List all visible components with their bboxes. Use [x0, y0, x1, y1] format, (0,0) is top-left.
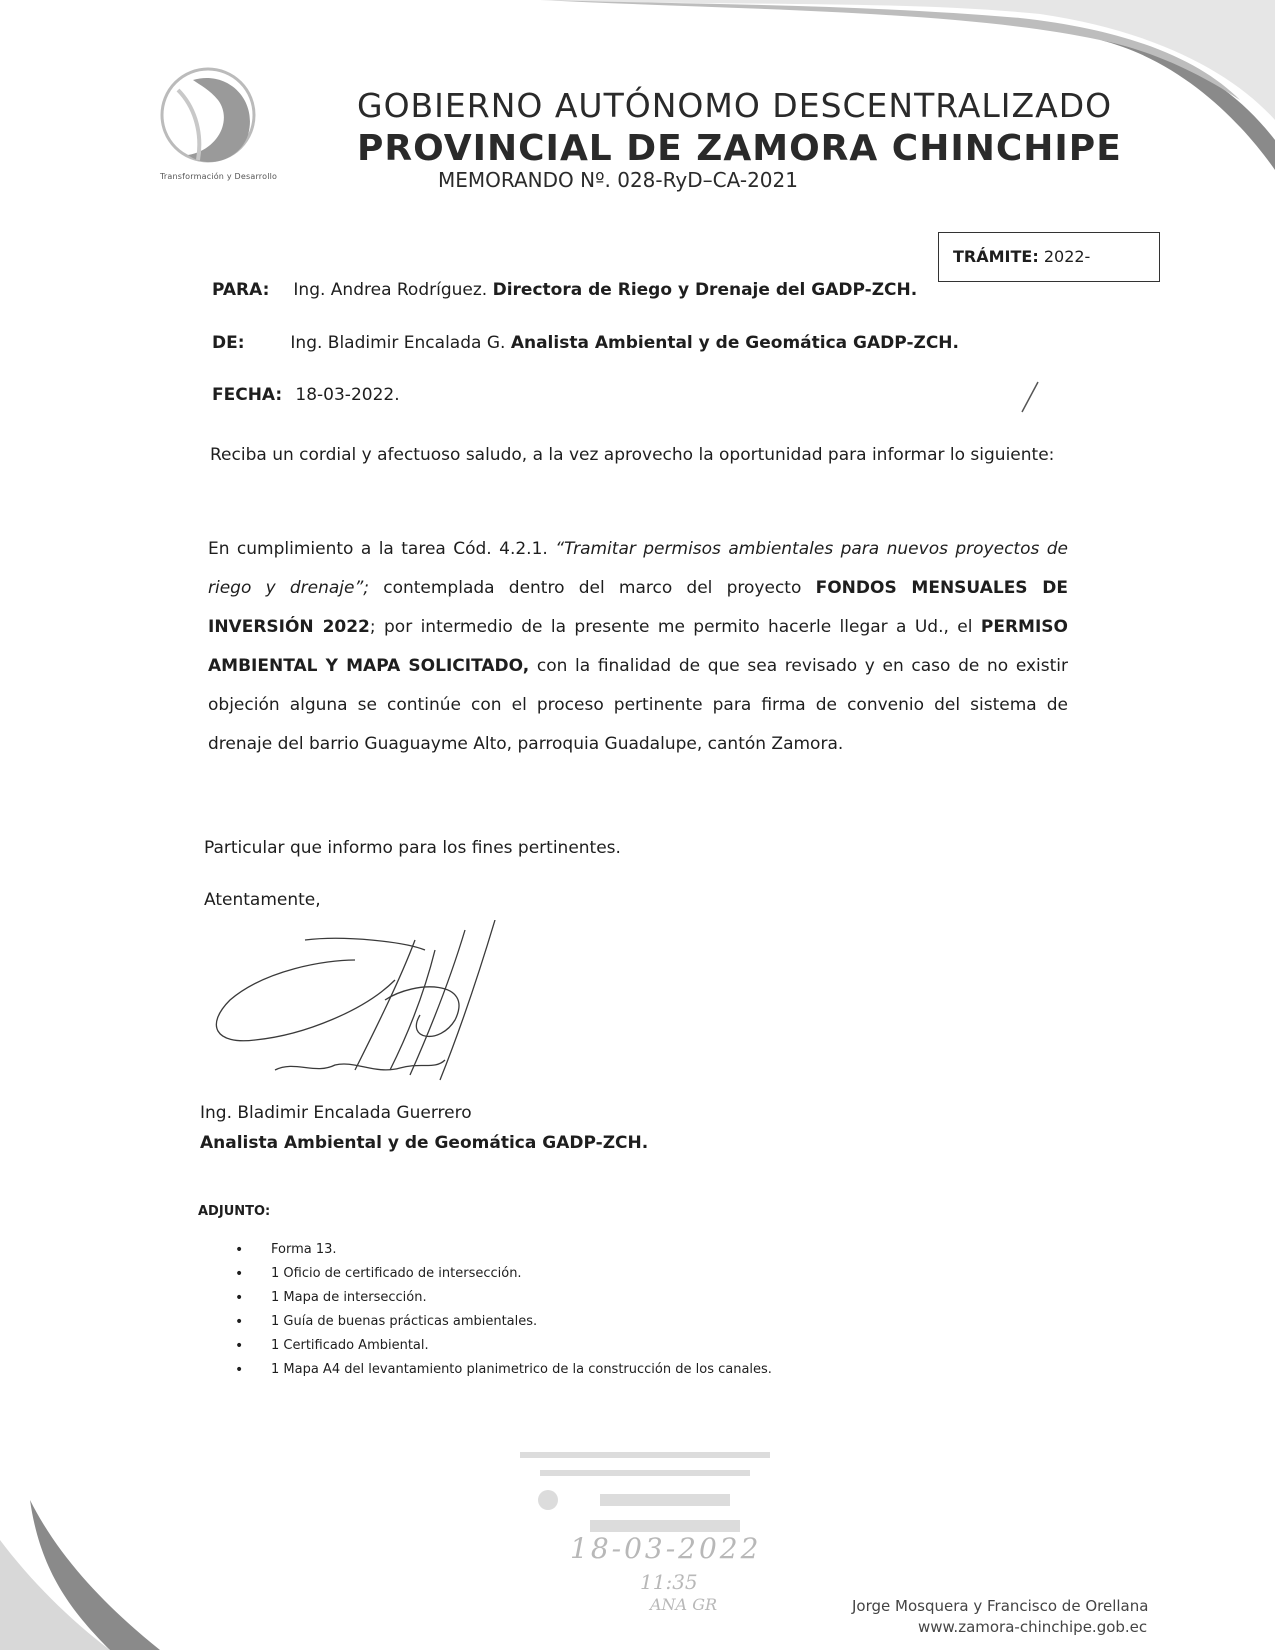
fecha-label: FECHA: — [212, 385, 283, 405]
organization-name-line2: PROVINCIAL DE ZAMORA CHINCHIPE — [357, 128, 1122, 169]
de-field — [212, 333, 959, 353]
project-name: FONDOS MENSUALES DE INVERSIÓN 2022 — [208, 578, 1068, 637]
fecha-value: 18-03-2022. — [295, 385, 400, 405]
tramite-box — [938, 232, 1160, 282]
main-paragraph — [208, 530, 1068, 764]
paragraph-text-a: En cumplimiento a la tarea Cód. 4.2.1. — [208, 539, 548, 559]
memo-number: MEMORANDO Nº. 028-RyD–CA-2021 — [438, 168, 798, 192]
paragraph-text-d: con la finalidad de que sea revisado y en caso de no existir objeción alguna se continúe con el proceso pertinente para firma de convenio del sistema de drenaje del barrio Guaguayme Alto, parroquia Guadalupe, cantón Zamora. — [208, 656, 1069, 754]
adjunto-list — [235, 1238, 772, 1382]
logo-tagline: Transformación y Desarrollo — [160, 172, 278, 181]
stamp-initials: ANA GR — [650, 1595, 718, 1614]
signatory-name: Ing. Bladimir Encalada Guerrero — [200, 1103, 472, 1123]
list-item: • Forma 13. — [235, 1238, 772, 1262]
signatory-role: Analista Ambiental y de Geomática GADP-ZCH. — [200, 1133, 649, 1153]
intro-paragraph: Reciba un cordial y afectuoso saludo, a la vez aprovecho la oportunidad para informar lo siguiente: — [210, 445, 1055, 465]
de-name: Ing. Bladimir Encalada G. — [290, 333, 506, 353]
de-role: Analista Ambiental y de Geomática GADP-ZCH. — [510, 333, 959, 353]
closing-line: Particular que informo para los fines pertinentes. — [204, 838, 621, 858]
permit-name: PERMISO AMBIENTAL Y MAPA SOLICITADO, — [208, 617, 1068, 676]
reception-stamp — [510, 1430, 810, 1640]
footer-website: www.zamora-chinchipe.gob.ec — [918, 1618, 1148, 1636]
stamp-faded-graphic — [510, 1430, 810, 1540]
handwritten-signature — [205, 920, 525, 1100]
tramite-value: 2022- — [1043, 247, 1091, 266]
paragraph-text-c: ; por intermedio de la presente me permito hacerle llegar a Ud., el — [369, 617, 973, 637]
task-quote: “Tramitar permisos ambientales para nuevos proyectos de riego y drenaje”; — [208, 539, 1069, 598]
para-label: PARA: — [212, 280, 270, 300]
gadp-logo — [148, 60, 288, 190]
footer-address: Jorge Mosquera y Francisco de Orellana — [852, 1597, 1149, 1615]
pen-mark — [1018, 380, 1042, 416]
list-item: • 1 Certificado Ambiental. — [235, 1334, 772, 1358]
de-label: DE: — [212, 333, 245, 353]
list-item: • 1 Guía de buenas prácticas ambientales. — [235, 1310, 772, 1334]
para-role: Directora de Riego y Drenaje del GADP-ZCH. — [492, 280, 918, 300]
tramite-label: TRÁMITE: — [953, 247, 1039, 266]
list-item: • 1 Mapa de intersección. — [235, 1286, 772, 1310]
paragraph-text-b: contemplada dentro del marco del proyecto — [383, 578, 802, 598]
fecha-field — [212, 385, 400, 405]
stamp-date: 18-03-2022 — [570, 1532, 762, 1565]
organization-name-line1: GOBIERNO AUTÓNOMO DESCENTRALIZADO — [357, 86, 1113, 125]
tramite-text — [953, 247, 1090, 266]
para-name: Ing. Andrea Rodríguez. — [293, 280, 488, 300]
footer-swoosh-graphic — [0, 1500, 160, 1650]
adjunto-title: ADJUNTO: — [198, 1204, 271, 1219]
list-item: • 1 Oficio de certificado de intersección. — [235, 1262, 772, 1286]
stamp-time: 11:35 — [640, 1570, 698, 1594]
para-field — [212, 280, 917, 300]
list-item: • 1 Mapa A4 del levantamiento planimetrico de la construcción de los canales. — [235, 1358, 772, 1382]
atentamente: Atentamente, — [204, 890, 321, 910]
